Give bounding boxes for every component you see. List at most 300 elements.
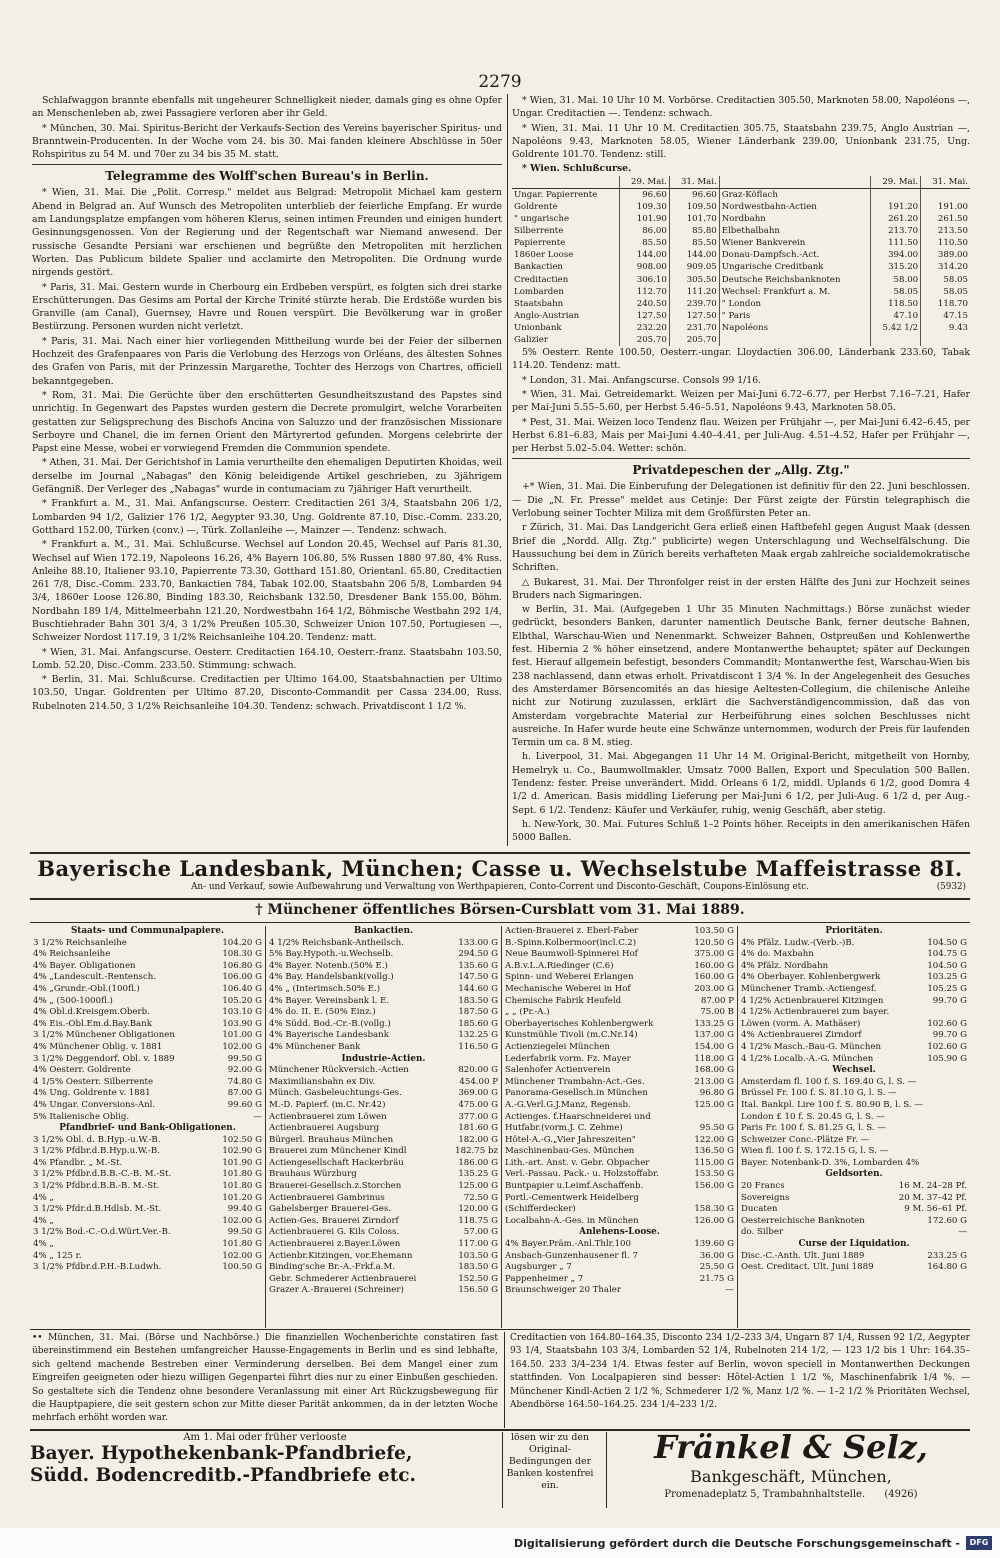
- banner-bottom-rule: [30, 898, 970, 900]
- security-price: 144.60 G: [458, 983, 498, 994]
- list-item: [33, 1135, 262, 1147]
- security-price: 16 M. 24–28 Pf.: [898, 1181, 967, 1192]
- price-cell: 144.00: [619, 249, 669, 261]
- telegram-item: * Wien, 31. Mai. Anfangscurse. Oesterr. Creditactien 164.10, Oesterr.-franz. Staatsbahn 103.50, Lomb. 52.20, Disc.-Comm. 233.50. Stimmung: schwach.: [32, 646, 502, 671]
- table-row: [512, 225, 970, 237]
- list-item: [741, 1019, 967, 1031]
- header-cell: 31. Mai.: [921, 176, 970, 189]
- security-name: Chemische Fabrik Heufeld: [505, 995, 622, 1006]
- security-name: 3 1/2% Reichsanleihe: [33, 937, 127, 948]
- muenchen-spiritus: * München, 30. Mai. Spiritus-Bericht der Verkaufs-Section des Vereins bayerischer Spiritus- und Branntwein-Producenten. In der Woche vom 24. bis 30. Mai fanden kleinere Abschlüsse in 50er Rohspiritus zu 54 M. und 70er zu 34 bis 35 M. statt.: [32, 122, 502, 161]
- list-item: [33, 1019, 262, 1031]
- list-item: [33, 1262, 262, 1274]
- security-name-cell: Papierrente: [512, 237, 619, 249]
- security-name: 4% Bayerische Landesbank: [269, 1030, 389, 1041]
- security-price: 158.30 G: [694, 1204, 734, 1215]
- security-name: 5% Italienische Oblig.: [33, 1111, 130, 1122]
- header-cell: 31. Mai.: [669, 176, 719, 189]
- security-name: Braunschweiger 20 Thaler: [505, 1285, 621, 1296]
- security-price: 213.00 G: [694, 1076, 734, 1087]
- security-name: 4% Bay. Handelsbank(vollg.): [269, 972, 394, 983]
- security-name-cell: Donau-Dampfsch.-Act.: [719, 249, 870, 261]
- security-price: 101.80 G: [222, 1169, 262, 1180]
- list-item: [269, 1239, 498, 1251]
- security-price: 116.50 G: [458, 1041, 498, 1052]
- security-price: 186.00 G: [458, 1157, 498, 1168]
- security-price: 106.80 G: [222, 960, 262, 971]
- security-name: 3 1/2% Pfdbr.d.B.B.-C.-B. M.-St.: [33, 1169, 172, 1180]
- list-item: [33, 938, 262, 950]
- bank-banner-code: (5932): [936, 882, 966, 892]
- security-price: 369.00 G: [458, 1088, 498, 1099]
- security-name: Portl.-Cementwerk Heidelberg: [505, 1192, 639, 1203]
- list-item: [269, 1007, 498, 1019]
- security-price: 95.50 G: [699, 1123, 734, 1134]
- security-price: 108.30 G: [222, 949, 262, 960]
- list-item: [741, 1204, 967, 1216]
- security-price: 102.60 G: [927, 1041, 967, 1052]
- security-price: 104.20 G: [222, 937, 262, 948]
- security-price: 454.00 P: [459, 1076, 498, 1087]
- telegram-item: * Frankfurt a. M., 31. Mai. Anfangscurse. Oesterr. Creditactien 261 3/4, Staatsbahn 206 1/2, Lombarden 94 1/2, Galizier 176 1/2, Aegypter 93.30, Ung. Goldrente 87.10, Disc.-Comm. 233.20, Gotthard 152.00, Türken (conv.) —, Türk. Zollanleihe —, Mainzer —. Tendenz: schwach.: [32, 498, 502, 536]
- list-item: [269, 1123, 498, 1135]
- exchange-line: London £ 10 f. S. 20.45 G, l. S. —: [741, 1111, 885, 1122]
- table-row: [512, 334, 970, 346]
- security-name: 4% Actienbrauerei Zirndorf: [741, 1030, 862, 1041]
- list-item: [33, 1054, 262, 1066]
- list-item: [269, 1204, 498, 1216]
- price-cell: 144.00: [669, 249, 719, 261]
- list-item: [505, 926, 734, 938]
- security-price: 187.50 G: [458, 1007, 498, 1018]
- security-name: Actienbrauerei Augsburg: [269, 1123, 380, 1134]
- security-name: 4% Reichsanleihe: [33, 949, 111, 960]
- security-price: 183.50 G: [458, 1262, 498, 1273]
- security-name: 4 1/5% Oesterr. Silberrente: [33, 1076, 154, 1087]
- security-name: M.-D. Papierf. (m.C. Nr.42): [269, 1099, 386, 1110]
- divider: [512, 458, 970, 459]
- list-item: [505, 1007, 734, 1019]
- security-name: Hôtel-A.-G.„Vier Jahreszeiten": [505, 1134, 636, 1145]
- security-price: —: [725, 1285, 734, 1296]
- security-name: 4% do. Maxbahn: [741, 949, 814, 960]
- security-name: Disc.-C.-Anth. Ult. Juni 1889: [741, 1250, 865, 1261]
- list-item: [505, 1123, 734, 1135]
- telegram-item: * Paris, 31. Mai. Nach einer hier vorliegenden Mittheilung wurde bei der Feier der silbernen Hochzeit des Grafenpaares von Paris die Verlobung des Herzogs von Orléans, des ältesten Sohnes des Grafen von Paris, mit der Prinzessin Margarethe, Tochter des Herzogs von Chartres, officiell bekanntgegeben.: [32, 335, 502, 387]
- security-price: 139.60 G: [694, 1239, 734, 1250]
- security-price: 87.00 G: [227, 1088, 262, 1099]
- security-name: 4% „: [33, 1239, 54, 1250]
- wien-course-table: [512, 176, 970, 346]
- digitization-footer: [0, 1528, 1000, 1558]
- privat-depeschen-list: [512, 480, 970, 844]
- security-price: 203.00 G: [694, 983, 734, 994]
- security-name-cell: Napoléons: [719, 322, 870, 334]
- list-item: [33, 1239, 262, 1251]
- security-name: Ansbach-Gunzenhausener fl. 7: [505, 1250, 638, 1261]
- exchange-line: Ital. Bankpl. Lire 100 f. S. 80.90 B, l. S. —: [741, 1099, 923, 1110]
- security-name: Actienziegelei München: [505, 1041, 610, 1052]
- security-name: 4% Bayer. Notenb.(50% E.): [269, 960, 388, 971]
- price-cell: 109.30: [619, 201, 669, 213]
- list-item: [33, 949, 262, 961]
- exchange-line: Paris Fr. 100 f. S. 81.25 G, l. S. —: [741, 1123, 886, 1134]
- security-name: Sovereigns: [741, 1192, 790, 1203]
- list-item: [741, 1216, 967, 1228]
- security-name: Löwen (vorm. A. Mathäser): [741, 1018, 861, 1029]
- right-column: [512, 94, 970, 846]
- price-cell: 191.00: [937, 201, 968, 212]
- telegram-heading: Telegramme des Wolff'schen Bureau's in Berlin.: [105, 169, 429, 184]
- price-cell: [921, 188, 970, 201]
- security-name: Gabelsberger Brauerei-Ges.: [269, 1204, 391, 1215]
- security-price: 99.60 G: [227, 1099, 262, 1110]
- security-price: 126.00 G: [694, 1215, 734, 1226]
- section-heading: Pfandbrief- und Bank-Obligationen.: [59, 1123, 236, 1134]
- price-cell: 232.20: [619, 322, 669, 334]
- telegram-item: * Paris, 31. Mai. Gestern wurde in Cherbourg ein Erdbeben verspürt, es folgten sich drei starke Erschütterungen. Das Gesims am Portal der Kirche Trinité stürzte herab. Die Erdstöße wurden bis Granville (am Canal), Guernsey, Havre und Rouen verspürt. Die Bevölkerung war in großer Bestürzung. Personen wurden nicht verletzt.: [32, 281, 502, 333]
- price-cell: 58.05: [871, 286, 921, 298]
- security-name: 4 1/2% Masch.-Bau-G. München: [741, 1041, 881, 1052]
- security-name: Buntpapier u.Leimf.Aschaffenb.: [505, 1181, 644, 1192]
- exchange-line: Schweizer Conc.-Plätze Fr. —: [741, 1134, 870, 1145]
- table-row: [512, 310, 970, 322]
- security-name: Lith.-art. Anst. v. Gebr. Obpacher: [505, 1157, 650, 1168]
- security-name: 3 1/2% Obl. d. B.Hyp.-u.W.-B.: [33, 1134, 161, 1145]
- bank-firm-ad: [610, 1428, 972, 1502]
- list-item: [33, 1007, 262, 1019]
- security-name-cell: Creditactien: [512, 274, 619, 286]
- market-report-item: * Pest, 31. Mai. Weizen loco Tendenz flau. Weizen per Frühjahr —, per Mai-Juni 6.42–6.45, per Herbst 6.81–6.83, Mais per Mai-Juni 4.40–4.41, per Juli-Aug. 4.51–4.52, Hafer per Frühjahr —, per Herbst 5.02–5.04. Wetter: schön.: [512, 416, 970, 455]
- security-name: 3 1/2% Pfdbr.d.B.Hyp.u.W.-B.: [33, 1146, 160, 1157]
- ad-line-1: Bayer. Hypothekenbank-Pfandbriefe,: [30, 1443, 413, 1464]
- security-price: —: [253, 1111, 262, 1122]
- price-cell: [921, 334, 970, 346]
- security-price: 160.00 G: [694, 960, 734, 971]
- price-cell: 101.90: [619, 213, 669, 225]
- price-cell: 314.20: [937, 262, 968, 273]
- list-item: [269, 1146, 498, 1158]
- price-cell: 305.50: [669, 274, 719, 286]
- table-row: [512, 249, 970, 261]
- firm-address-text: Promenadeplatz 5, Trambahnhaltstelle.: [664, 1489, 866, 1500]
- list-item: [505, 1077, 734, 1089]
- list-item: [33, 1204, 262, 1216]
- security-price: 96.80 G: [699, 1088, 734, 1099]
- security-name: Kunstmühle Tivoli (m.C.Nr.14): [505, 1030, 638, 1041]
- security-price: 99.70 G: [932, 1030, 967, 1041]
- security-price: 74.80 G: [227, 1076, 262, 1087]
- security-price: 136.50 G: [694, 1146, 734, 1157]
- price-cell: 394.00: [871, 249, 921, 261]
- security-name: (Schifferdecker): [505, 1204, 576, 1215]
- market-report-left: •• München, 31. Mai. (Börse und Nachbörse.) Die finanziellen Wochenberichte constatiren fast übereinstimmend ein Bestehen umfangreicher Hausse-Engagements in Berlin und es sind lebhafte, sich geltend machende Bestreben einer Verminderung derselben. Bei dem Mangel einer zum Eingreifen geeigneten oder hiezu willigen Gegenpartei führt dies nur zu einer Einbußen geschieden. So gestaltete sich die Tendenz ohne besondere Veranlassung mit einer Art Rückzugsbewegung für die Hauptpapiere, die seit gestern schon zur Mitte dieser Parität ankommen, da in der letzten Woche mehrfach erhöht worden war.: [32, 1333, 498, 1424]
- security-name-cell: Nordwestbahn-Actien: [719, 201, 870, 213]
- boersen-column-2: [266, 926, 502, 1328]
- list-item: [741, 972, 967, 984]
- privat-depesche-item: h. New-York, 30. Mai. Futures Schluß 1–2 Points höher. Receipts in den amerikanischen Häfen 5000 Ballen.: [512, 818, 970, 844]
- list-item: [33, 1158, 262, 1170]
- ad-small-text: Am 1. Mai oder früher verlooste: [183, 1432, 347, 1443]
- list-item: [269, 1251, 498, 1263]
- security-name: Oest. Creditact. Ult. Juni 1889: [741, 1262, 874, 1273]
- security-name: 4% Bayer. Vereinsbank l. E.: [269, 995, 390, 1006]
- list-item: [741, 949, 967, 961]
- list-item: [741, 1007, 967, 1019]
- security-price: 57.00 G: [463, 1227, 498, 1238]
- security-price: 164.80 G: [927, 1262, 967, 1273]
- security-name: Actienbrauerei G. Kils Coloss.: [269, 1227, 400, 1238]
- firm-name: Fränkel & Selz,: [654, 1428, 928, 1466]
- security-name: Binding'sche Br.-A.-Frkf.a.M.: [269, 1262, 396, 1273]
- list-item: [33, 1100, 262, 1112]
- security-price: 21.75 G: [699, 1273, 734, 1284]
- security-price: 102.50 G: [222, 1134, 262, 1145]
- list-item: [269, 1030, 498, 1042]
- security-name: A.-G.Verl.G.J.Manz, Regensb.: [505, 1099, 631, 1110]
- security-name-cell: " ungarische: [512, 213, 619, 225]
- list-item: [33, 1251, 262, 1263]
- list-item: [741, 984, 967, 996]
- section-heading: Wechsel.: [832, 1065, 876, 1076]
- boersen-column-4: [738, 926, 970, 1328]
- price-cell: 96.60: [669, 188, 719, 201]
- price-cell: 85.50: [619, 237, 669, 249]
- security-name: Actienges. f.Haarschneiderei und: [505, 1111, 651, 1122]
- security-price: 135.25 G: [458, 1169, 498, 1180]
- price-cell: [871, 188, 921, 201]
- ad-divider: [606, 1432, 607, 1508]
- list-item: [741, 1030, 967, 1042]
- price-cell: 315.20: [871, 261, 921, 273]
- security-price: 294.50 G: [458, 949, 498, 960]
- security-name-cell: " Paris: [719, 310, 870, 322]
- list-item: [269, 996, 498, 1008]
- security-price: 137.00 G: [694, 1030, 734, 1041]
- list-item: [741, 1054, 967, 1066]
- security-price: 36.00 G: [699, 1250, 734, 1261]
- price-cell: 261.50: [937, 214, 968, 225]
- left-column: [32, 94, 502, 846]
- privat-depesche-item: w Berlin, 31. Mai. (Aufgegeben 1 Uhr 35 Minuten Nachmittags.) Börse zunächst wieder gedrückt, besonders Banken, darunter namentlich Deutsche Bank, ferner deutsche Bahnen, Elbthal, Warschau-Wien und Nenenmarkt. Schweizer Bahnen, Ostpreußen und Kohlenwerthe fest. Hibernia 2 % höher einsetzend, andere Montanwerthe behauptet; später auf Deckungen fest. Hierauf allgemein befestigt, besonders Commandit; Montanwerthe fest, Warschau-Wien bis 238 nachlassend, dann etwas erholt. Privatdiscont 1 3/4 %. In der Angelegenheit des Gesuches des Amsterdamer Börsencomités an das hiesige Aeltesten-Collegium, die chilenische Anleihe nicht zur Notirung zuzulassen, erklärt die Sachverständigencommission, daß das von Amsterdam vorgebrachte Material zur Herbeiführung eines solchen Beschlusses nicht ausreiche. In Hafer wurde heute eine Schwänze unternommen, wodurch der Preis für laufenden Termin um ca. 8 M. stieg.: [512, 604, 970, 749]
- list-item: [269, 1065, 498, 1077]
- security-price: 103.10 G: [222, 1007, 262, 1018]
- security-price: 118.00 G: [694, 1053, 734, 1064]
- list-item: [505, 1054, 734, 1066]
- market-report-item: * Wien, 31. Mai. Getreidemarkt. Weizen per Mai-Juni 6.72–6.77, per Herbst 7.16–7.21, Hafer per Mai-Juni 5.55–5.60, per Herbst 5.46–5.51, Napoléons 9.43, Marknoten 58.05.: [512, 388, 970, 414]
- list-item: [269, 1169, 498, 1181]
- price-cell: 58.05: [943, 274, 968, 285]
- list-item: [505, 1112, 734, 1124]
- price-cell: 240.50: [619, 298, 669, 310]
- security-price: 103.50 G: [458, 1250, 498, 1261]
- security-name: Bürgerl. Brauhaus München: [269, 1134, 394, 1145]
- security-name: 3 1/2% Bod.-C.-O.d.Würt.Ver.-B.: [33, 1227, 171, 1238]
- security-price: 147.50 G: [458, 972, 498, 983]
- price-cell: 112.70: [619, 286, 669, 298]
- security-price: 120.00 G: [458, 1204, 498, 1215]
- security-price: 115.00 G: [694, 1157, 734, 1168]
- redemption-note: lösen wir zu den Original-Bedingungen der Banken kostenfrei ein.: [506, 1432, 594, 1491]
- bank-banner-subtitle: An- und Verkauf, sowie Aufbewahrung und Verwaltung von Werthpapieren, Conto-Corrent und Disconto-Geschäft, Coupons-Einlösung etc.: [191, 882, 809, 892]
- security-name-cell: Ungarische Creditbank: [719, 261, 870, 273]
- price-cell: 213.70: [871, 225, 921, 237]
- header-cell: 29. Mai.: [619, 176, 669, 189]
- list-item: [269, 1262, 498, 1274]
- security-price: 99.50 G: [227, 1227, 262, 1238]
- list-item: [269, 1274, 498, 1286]
- list-item: [33, 1030, 262, 1042]
- price-cell: 118.50: [871, 298, 921, 310]
- security-price: 25.50 G: [699, 1262, 734, 1273]
- security-price: 182.75 bz: [455, 1146, 498, 1157]
- table-row: [512, 274, 970, 286]
- market-report-right: Creditactien von 164.80–164.35, Disconto 234 1/2–233 3/4, Ungarn 87 1/4, Russen 92 1/2, Aegypter 93 1/4, Staatsbahn 103 3/4, Lombarden 52 1/4, Rubelnoten 214 1/2, — 123 1/2 bis 1 Uhr: 164.35–164.50. 233 3/4–234 1/4. Etwas fester auf Berlin, wovon speciell in Montanwerthen Deckungen stattfinden. Von Localpapieren sind besser: Hôtel-Actien 1 1/2 %, Maschinenfabrik 1/4 %. — Münchener Kindl-Actien 2 1/2 %, Schmederer 1/2 %, Manz 1/2 %. — 1–2 1/2 % Prioritäten Wechsel, Abendbörse 164.50–164.25. 234 1/4–233 1/2.: [510, 1333, 970, 1411]
- table-row: [512, 188, 970, 201]
- market-report-list: [512, 374, 970, 456]
- price-cell: [871, 334, 921, 346]
- list-item: [269, 984, 498, 996]
- security-price: 133.25 G: [694, 1018, 734, 1029]
- table-row: [512, 237, 970, 249]
- list-item: [505, 984, 734, 996]
- security-name-cell: Deutsche Reichsbanknoten: [719, 274, 870, 286]
- security-name-cell: Staatsbahn: [512, 298, 619, 310]
- security-name: 4% Bayer.Präm.-Anl.Thlr.100: [505, 1239, 631, 1250]
- price-cell: 205.70: [669, 334, 719, 346]
- security-name-cell: Elbethalbahn: [719, 225, 870, 237]
- list-item: [741, 996, 967, 1008]
- list-item: [741, 1251, 967, 1263]
- header-cell: [719, 176, 870, 189]
- security-name-cell: Bankactien: [512, 261, 619, 273]
- security-name: 4% Pfandbr. „ M.-St.: [33, 1157, 123, 1168]
- security-price: 133.00 G: [458, 937, 498, 948]
- list-item: [741, 1181, 967, 1193]
- section-heading: Anlehens-Loose.: [579, 1227, 660, 1238]
- exchange-line: Wien fl. 100 f. S. 172.15 G, l. S. —: [741, 1146, 889, 1157]
- security-name: 4% Oberbayer. Kohlenbergwerk: [741, 972, 881, 983]
- telegram-list: [32, 186, 502, 713]
- list-item: [33, 1193, 262, 1205]
- bank-banner-title: Bayerische Landesbank, München; Casse u. Wechselstube Maffeistrasse 8I.: [37, 856, 963, 881]
- list-item: [741, 961, 967, 973]
- security-name-cell: Graz-Köflach: [719, 188, 870, 201]
- dfg-logo: DFG: [966, 1536, 992, 1550]
- security-name: Actien-Brauerei z. Eberl-Faber: [505, 926, 639, 936]
- section-heading: Industrie-Actien.: [341, 1053, 426, 1064]
- price-cell: 110.50: [937, 238, 968, 249]
- security-price: 104.50 G: [927, 960, 967, 971]
- security-price: 101.80 G: [222, 1181, 262, 1192]
- list-item: [269, 1135, 498, 1147]
- list-item: [505, 1158, 734, 1170]
- price-cell: 86.00: [619, 225, 669, 237]
- price-cell: 96.60: [619, 188, 669, 201]
- security-price: 182.00 G: [458, 1134, 498, 1145]
- security-name: Pappenheimer „ 7: [505, 1273, 584, 1284]
- table-row: [512, 322, 970, 334]
- security-price: 233.25 G: [927, 1250, 967, 1261]
- list-item: [505, 1216, 734, 1228]
- security-name-cell: 1860er Loose: [512, 249, 619, 261]
- security-name: 20 Francs: [741, 1181, 785, 1192]
- section-heading: Curse der Liquidation.: [798, 1239, 910, 1250]
- firm-business: Bankgeschäft, München,: [690, 1467, 892, 1486]
- price-cell: 127.50: [619, 310, 669, 322]
- security-price: 181.60 G: [458, 1123, 498, 1134]
- wien-schluss-title: * Wien. Schlußcurse.: [522, 163, 632, 175]
- list-item: [33, 1065, 262, 1077]
- list-item: [505, 1285, 734, 1297]
- security-name: 4 1/2% Reichsbank-Antheilsch.: [269, 937, 404, 948]
- security-price: 102.90 G: [222, 1146, 262, 1157]
- price-cell: 85.80: [669, 225, 719, 237]
- security-name: Neue Baumwoll-Spinnerei Hof: [505, 949, 638, 960]
- list-item: [269, 1285, 498, 1297]
- security-price: 820.00 G: [458, 1065, 498, 1076]
- list-item: [505, 1204, 734, 1216]
- list-item: [505, 1181, 734, 1193]
- security-name: 4% Eis.-Obl.Em.d.Bay.Bank: [33, 1018, 152, 1029]
- security-name: Actiengesellschaft Hackerbräu: [269, 1157, 404, 1168]
- list-item: [269, 1181, 498, 1193]
- exchange-line: Amsterdam fl. 100 f. S. 169.40 G, l. S. —: [741, 1076, 917, 1087]
- security-price: 101.90 G: [222, 1157, 262, 1168]
- list-item: [33, 1088, 262, 1100]
- list-item: [505, 1019, 734, 1031]
- firm-address: [610, 1488, 972, 1502]
- security-price: 156.50 G: [458, 1285, 498, 1296]
- price-cell: 101.70: [669, 213, 719, 225]
- security-name: Actienbr.Kitzingen, vor.Ehemann: [269, 1250, 413, 1261]
- list-item: [269, 1227, 498, 1239]
- security-name: 4 1/2% Localb.-A.-G. München: [741, 1053, 874, 1064]
- security-price: 105.20 G: [222, 995, 262, 1006]
- list-item: [741, 938, 967, 950]
- security-name: Oberbayerisches Kohlenbergwerk: [505, 1018, 654, 1029]
- price-cell: 58.00: [871, 274, 921, 286]
- security-price: 135.60 G: [458, 960, 498, 971]
- telegram-item: * Wien, 31. Mai. Die „Polit. Corresp." meldet aus Belgrad: Metropolit Michael kam gestern Abend in Belgrad an. Auf Wunsch des Metropoliten unterblieb der feierliche Empfang. Er wurde am Landungsplatze empfangen vom höheren Klerus, seinen intimen Freunden und einigen hundert Gesinnungsgenossen. Von der Regierung und der Regentschaft war Niemand anwesend. Der russische Gesandte Persiani war erschienen und begrüßte den Metropoliten mit herzlichen Worten. Das Publicum bildete Spalier und acclamirte den Metropoliten. Die Ordnung wurde nirgends gestört.: [32, 187, 502, 279]
- exchange-line: Bayer. Notenbank-D. 3%, Lombarden 4%: [741, 1157, 920, 1168]
- telegram-item: * Athen, 31. Mai. Der Gerichtshof in Lamia verurtheilte den ehemaligen Deputirten Khoidas, weil derselbe im Journal „Nabagas" den König beleidigende Artikel geschrieben, zu 3jährigem Gefängniß. Der Verleger des „Nabagas" wurde in contumaciam zu 7jähriger Haft verurtheilt.: [32, 457, 502, 496]
- security-name: Hutfabr.(vorm.J. C. Zehme): [505, 1123, 623, 1134]
- page-number: 2279: [478, 72, 522, 92]
- security-price: 153.50 G: [694, 1169, 734, 1180]
- list-item: [33, 1112, 262, 1124]
- price-cell: 47.10: [871, 310, 921, 322]
- security-name: 4% „ (500-1000fl.): [33, 995, 113, 1006]
- security-name: Mechanische Weberei in Hof: [505, 983, 631, 994]
- wien-11-uhr: * Wien, 31. Mai. 11 Uhr 10 M. Creditactien 305.75, Staatsbahn 239.75, Anglo Austrian —, Napoléons 9.43, Marknoten 58.05, Wiener Länderbank 239.00, Unionbank 231.75, Ung. Goldrente 101.70. Tendenz: still.: [512, 122, 970, 161]
- price-cell: 118.70: [937, 298, 968, 309]
- security-name: 4% „ 125 r.: [33, 1250, 82, 1261]
- security-name-cell: Galizier: [512, 334, 619, 346]
- security-name-cell: Anglo-Austrian: [512, 310, 619, 322]
- list-item: [33, 972, 262, 984]
- list-item: [33, 1227, 262, 1239]
- security-price: 120.50 G: [694, 937, 734, 948]
- security-price: 117.00 G: [458, 1239, 498, 1250]
- list-item: [33, 1169, 262, 1181]
- boersen-column-3: [502, 926, 738, 1328]
- security-price: [915, 1007, 967, 1019]
- security-name-cell: Wiener Bankverein: [719, 237, 870, 249]
- table-row: [512, 261, 970, 273]
- security-name: Spinn- und Weberei Erlangen: [505, 972, 634, 983]
- security-name: Maximiliansbahn ex Div.: [269, 1076, 376, 1087]
